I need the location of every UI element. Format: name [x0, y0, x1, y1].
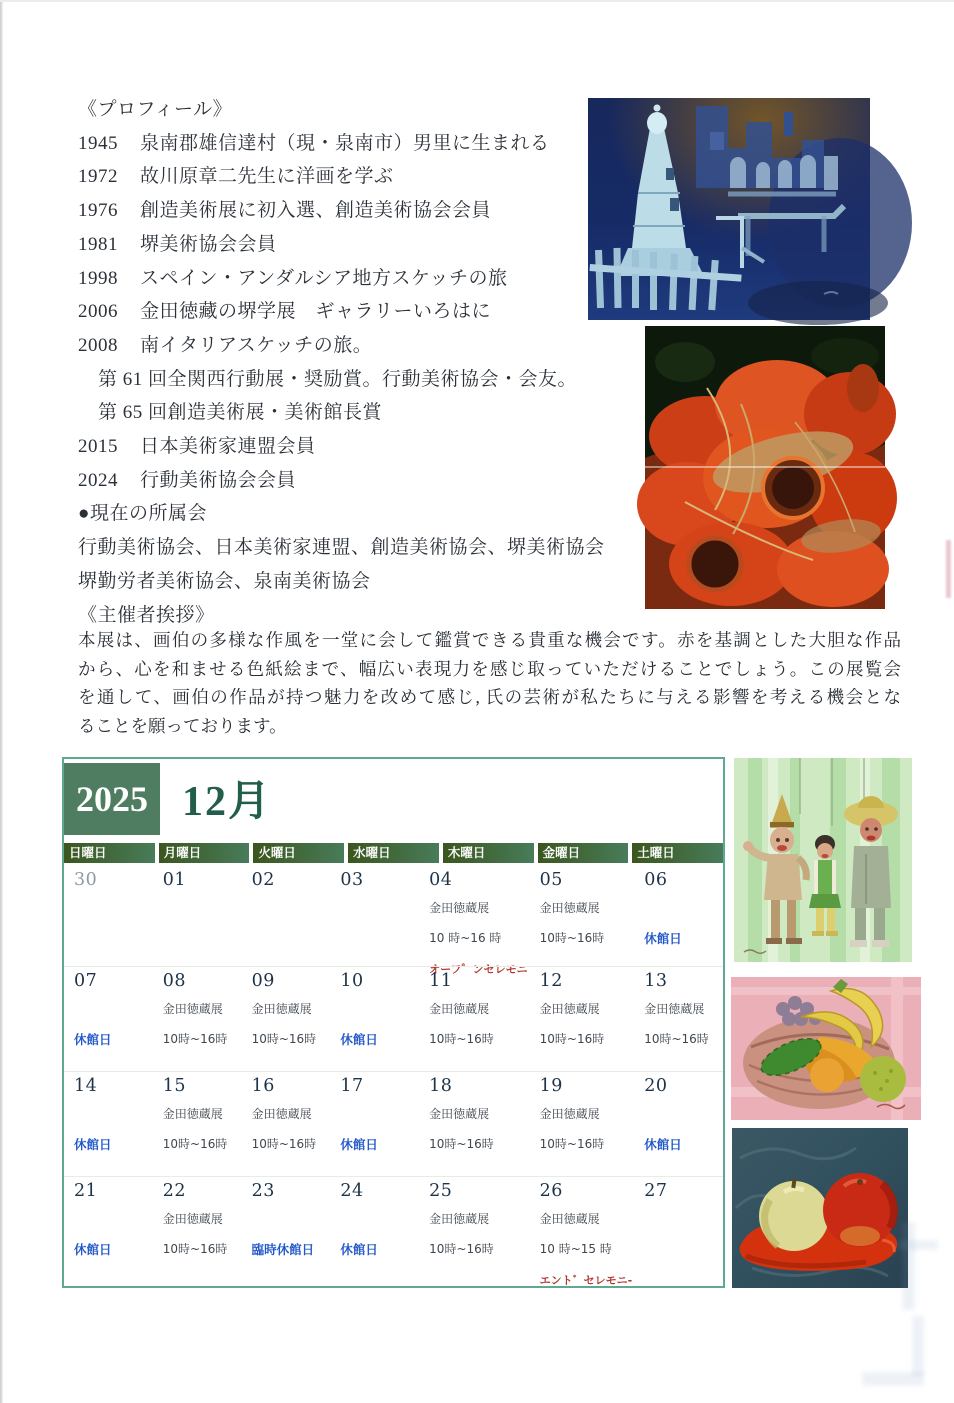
event-name: 金田徳蔵展 [539, 1212, 600, 1226]
profile-text: 堺美術協会会員 [140, 233, 277, 255]
event-name: 金田徳蔵展 [429, 1107, 490, 1121]
profile-year: 2006 [78, 301, 118, 323]
day-header: 金曜日 [538, 843, 629, 863]
calendar-day-cell [419, 866, 529, 976]
closed-label: 臨時休館日 [251, 1242, 315, 1257]
event-time: 10時~16時 [251, 1032, 317, 1046]
profile-line [78, 160, 605, 194]
profile-line [78, 194, 605, 228]
profile-text: 第 65 回創造美術展・美術館長賞 [98, 402, 383, 424]
day-number: 17 [340, 1076, 364, 1096]
profile-text: スペイン・アンダルシア地方スケッチの旅 [140, 267, 508, 289]
event-name [74, 896, 151, 925]
event-name: 金田徳蔵展 [429, 901, 490, 915]
greeting-line: ることを願っております。 [78, 716, 287, 737]
day-number: 16 [251, 1076, 275, 1096]
event-time: 10時~16時 [251, 1137, 317, 1151]
calendar-year: 2025 [64, 763, 160, 835]
closed-label: 休館日 [74, 1137, 112, 1152]
closed-label: 休館日 [340, 1032, 378, 1047]
affiliation-line: 行動美術協会、日本美術家連盟、創造美術協会、堺美術協会 [78, 537, 605, 559]
greeting-line: から、心を和ませる色紙絵まで、幅広い表現力を感じ取っていただけることでしょう。この展覧会 [78, 658, 901, 679]
day-number: 01 [162, 870, 187, 890]
profile-line [78, 363, 605, 397]
scan-edge-left [0, 0, 3, 1403]
day-number: 06 [644, 870, 668, 890]
greeting-line: を通して、画伯の作品が持つ魅力を改めて感じ, 氏の芸術が私たちに与える影響を考える機会とな [78, 687, 901, 708]
day-number: 25 [429, 1181, 453, 1201]
event-name: 金田徳蔵展 [539, 1107, 600, 1121]
profile-line [78, 228, 605, 262]
profile-year: 2008 [78, 334, 118, 356]
event-time: 10時~16時 [429, 1032, 494, 1046]
event-time: 10時~16時 [539, 1032, 605, 1046]
day-number: 03 [340, 870, 364, 890]
day-number: 13 [644, 971, 668, 991]
three-figures-painting [734, 758, 912, 962]
day-number: 02 [251, 870, 275, 890]
day-number: 21 [74, 1181, 98, 1201]
affiliation-line: 堺勤労者美術協会、泉南美術協会 [78, 570, 371, 592]
calendar-day-cell [530, 1176, 635, 1288]
day-header: 月曜日 [159, 843, 250, 863]
event-name [644, 896, 721, 925]
closed-label: 休館日 [74, 1242, 112, 1257]
profile-line [78, 464, 605, 498]
day-number: 05 [539, 870, 563, 890]
calendar-day-cell [530, 966, 635, 1071]
greeting-paragraph [78, 626, 901, 741]
calendar-day-cell [64, 1176, 153, 1288]
profile-line [78, 430, 605, 464]
event-name: 金田徳蔵展 [251, 1002, 312, 1016]
closed-label: 休館日 [644, 931, 682, 946]
ceremony-note: オーフ゜ンセレモニ [429, 963, 528, 976]
calendar-day-cell [242, 1071, 331, 1176]
event-time: 10時~16時 [429, 1137, 494, 1151]
day-header: 水曜日 [348, 843, 439, 863]
calendar-day-cell [64, 866, 153, 966]
profile-line [78, 396, 605, 430]
event-name: 金田徳蔵展 [162, 1212, 223, 1226]
day-number: 11 [429, 971, 453, 991]
fruit-basket-painting [731, 977, 921, 1120]
calendar-day-cell [634, 1071, 723, 1176]
event-name: 金田徳蔵展 [539, 1002, 600, 1016]
scan-edge-top [0, 0, 954, 2]
profile-year: 1972 [78, 166, 118, 188]
bleedthrough-mark [902, 1222, 915, 1310]
event-name: 金田徳蔵展 [251, 1107, 312, 1121]
profile-year: 2015 [78, 436, 118, 458]
greeting-title: 《主催者挨拶》 [78, 604, 215, 626]
event-name [252, 896, 329, 925]
event-name [340, 896, 417, 925]
event-time [163, 925, 240, 956]
closed-label: 休館日 [340, 1137, 378, 1152]
day-number: 30 [74, 870, 98, 890]
calendar-day-cell [242, 1176, 331, 1288]
event-name [644, 1207, 721, 1236]
calendar-day-header-row [64, 843, 723, 863]
event-time [340, 925, 417, 956]
day-header: 土曜日 [632, 843, 723, 863]
profile-year: 1976 [78, 200, 118, 222]
calendar-day-cell [330, 1176, 419, 1288]
event-time: 10時~16時 [539, 931, 605, 945]
affiliation-header: ●現在の所属会 [78, 503, 207, 525]
event-name: 金田徳蔵展 [162, 1002, 223, 1016]
event-time: 10時~16時 [162, 1242, 228, 1256]
calendar-day-cell [634, 966, 723, 1071]
calendar-month: 12月 [182, 779, 273, 825]
night-tower-painting [588, 98, 870, 320]
event-time: 10時~16時 [429, 1242, 494, 1256]
day-number: 20 [644, 1076, 668, 1096]
calendar-day-cell [153, 866, 242, 966]
event-name [74, 997, 151, 1026]
event-name [252, 1207, 329, 1236]
calendar-grid [64, 866, 723, 1286]
calendar-day-cell [153, 1176, 242, 1288]
event-time [644, 1236, 721, 1267]
closed-label: 休館日 [644, 1137, 682, 1152]
calendar-day-cell [64, 1071, 153, 1176]
exhibition-calendar [62, 757, 725, 1288]
day-header: 火曜日 [253, 843, 344, 863]
calendar-day-cell [153, 966, 242, 1071]
calendar-day-cell [419, 1071, 529, 1176]
event-name [74, 1207, 151, 1236]
profile-text: 創造美術展に初入選、創造美術協会会員 [140, 200, 492, 222]
profile-section [78, 93, 605, 632]
closed-label: 休館日 [74, 1032, 112, 1047]
day-number: 14 [74, 1076, 98, 1096]
event-time: 10時~16時 [162, 1137, 228, 1151]
profile-line [78, 262, 605, 296]
day-number: 27 [644, 1181, 668, 1201]
calendar-day-cell [330, 866, 419, 966]
apples-on-plate-painting [732, 1128, 908, 1288]
profile-text: 泉南郡雄信達村（現・泉南市）男里に生まれる [140, 132, 550, 154]
day-number: 10 [340, 971, 364, 991]
day-number: 09 [251, 971, 275, 991]
calendar-day-cell [634, 1176, 723, 1288]
profile-line [78, 127, 605, 161]
day-number: 23 [251, 1181, 275, 1201]
bleedthrough-mark [912, 1316, 924, 1376]
calendar-day-cell [64, 966, 153, 1071]
event-name [74, 1102, 151, 1131]
day-header: 木曜日 [443, 843, 534, 863]
day-number: 07 [74, 971, 98, 991]
day-number: 19 [539, 1076, 563, 1096]
day-number: 15 [162, 1076, 187, 1096]
day-number: 12 [539, 971, 563, 991]
calendar-day-cell [242, 966, 331, 1071]
calendar-day-cell [153, 1071, 242, 1176]
profile-year: 1998 [78, 267, 118, 289]
event-time: 10 時~16 時 [429, 931, 502, 945]
day-number: 04 [429, 870, 453, 890]
profile-year: 1945 [78, 132, 118, 154]
calendar-day-cell [330, 966, 419, 1071]
event-time: 10時~16時 [539, 1137, 605, 1151]
profile-line [78, 295, 605, 329]
profile-text: 故川原章二先生に洋画を学ぶ [140, 166, 394, 188]
red-pots-painting [645, 326, 885, 609]
closed-label: 休館日 [340, 1242, 378, 1257]
event-name [644, 1102, 721, 1131]
event-name [340, 1207, 417, 1236]
event-time [74, 925, 151, 956]
profile-text: 第 61 回全関西行動展・奨励賞。行動美術協会・会友。 [98, 368, 578, 390]
profile-title: 《プロフィール》 [78, 99, 233, 120]
day-header: 日曜日 [64, 843, 155, 863]
day-number: 18 [429, 1076, 453, 1096]
event-name: 金田徳蔵展 [644, 1002, 705, 1016]
greeting-line: 本展は、画伯の多様な作風を一堂に会して鑑賞できる貴重な機会です。赤を基調とした大胆な作品 [78, 630, 901, 650]
day-number: 26 [539, 1181, 563, 1201]
profile-text: 行動美術協会会員 [140, 469, 297, 491]
event-time: 10時~16時 [644, 1032, 709, 1046]
profile-year: 2024 [78, 469, 118, 491]
day-number: 22 [162, 1181, 187, 1201]
profile-year: 1981 [78, 233, 118, 255]
calendar-day-cell [419, 1176, 529, 1288]
event-name: 金田徳蔵展 [429, 1002, 490, 1016]
event-name [163, 896, 240, 925]
day-number: 24 [340, 1181, 364, 1201]
event-name [340, 997, 417, 1026]
scan-smudge [946, 540, 951, 598]
calendar-day-cell [530, 866, 635, 966]
event-name: 金田徳蔵展 [162, 1107, 223, 1121]
event-name: 金田徳蔵展 [429, 1212, 490, 1226]
bleedthrough-mark [898, 1240, 938, 1250]
ceremony-note: エント゛セレモニ- [539, 1274, 633, 1287]
event-name: 金田徳蔵展 [539, 901, 600, 915]
profile-line [78, 329, 605, 363]
day-number: 08 [162, 971, 187, 991]
calendar-day-cell [242, 866, 331, 966]
calendar-day-cell [634, 866, 723, 966]
calendar-day-cell [330, 1071, 419, 1176]
event-time [252, 925, 329, 956]
calendar-day-cell [530, 1071, 635, 1176]
profile-text: 日本美術家連盟会員 [140, 436, 316, 458]
event-time: 10時~16時 [162, 1032, 228, 1046]
event-name [340, 1102, 417, 1131]
event-time: 10 時~15 時 [539, 1242, 612, 1256]
profile-text: 南イタリアスケッチの旅。 [140, 334, 373, 356]
profile-text: 金田徳藏の堺学展 ギャラリーいろはに [140, 301, 492, 323]
calendar-day-cell [419, 966, 529, 1071]
